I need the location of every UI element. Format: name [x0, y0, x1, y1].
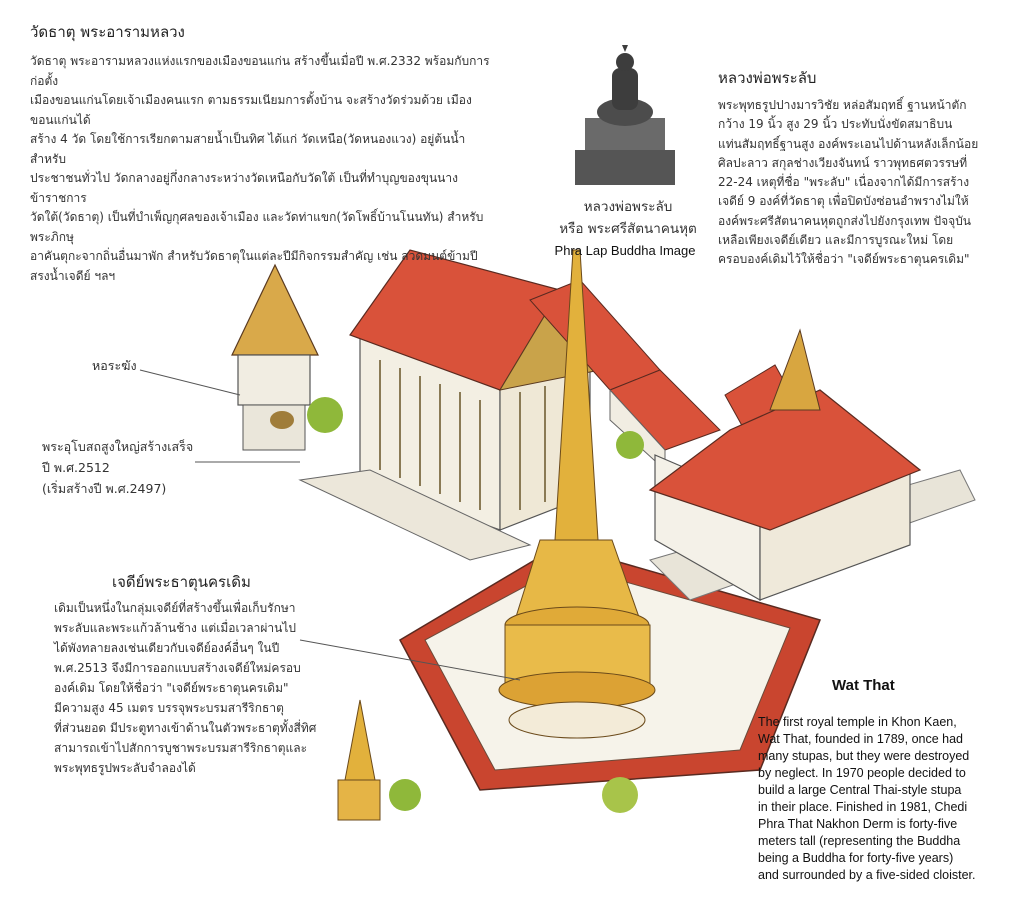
- label-ordination-hall: พระอุโบสถสูงใหญ่สร้างเสร็จ ปี พ.ศ.2512 (เริ่มสร้างปี พ.ศ.2497): [42, 439, 194, 496]
- bell-tower: [232, 265, 318, 450]
- en-heading: Wat That: [832, 677, 895, 694]
- chedi-text: เดิมเป็นหนึ่งในกลุ่มเจดีย์ที่สร้างขึ้นเพื่อเก็บรักษา พระลับและพระแก้วล้านช้าง แต่เมื่อเวลาผ่านไป ได้พังทลายลงเช่นเดียวกับเจดีย์องค์อื่นๆ ในปี พ.ศ.2513 จึงมีการออกแบบสร้างเจดีย์ใหม่ครอบ องค์เดิม โดยให้ชื่อว่า "เจดีย์พระธาตุนครเดิม" มีความสูง 45 เมตร บรรจุพระบรมสารีริกธาตุ ที่ส่วนยอด มีประตูทางเข้าด้านในตัวพระธาตุทั้งสี่ทิศ สามารถเข้าไปสักการบูชาพระบรมสารีริกธาตุและ พระพุทธรูปพระลับจำลองได้: [54, 601, 317, 775]
- buddha-caption-en: Phra Lap Buddha Image: [554, 243, 696, 258]
- leader-bell-tower: [140, 370, 240, 395]
- buddha-caption-line2: หรือ พระศรีสัตนาคนหุต: [559, 221, 697, 237]
- chedi-heading: เจดีย์พระธาตุนครเดิม: [112, 573, 251, 591]
- temple-intro-text: วัดธาตุ พระอารามหลวงแห่งแรกของเมืองขอนแก่น สร้างขึ้นเมื่อปี พ.ศ.2332 พร้อมกับการก่อตั้ง เมืองขอนแก่นโดยเจ้าเมืองคนแรก ตามธรรมเนียมการตั้งบ้าน จะสร้างวัดร่วมด้วย เมืองขอนแก่นได้ สร้าง 4 วัด โดยใช้การเรียกตามสายน้ำเป็นทิศ ได้แก่ วัดเหนือ(วัดหนองแวง) อยู่ต้นน้ำ สำหรับ ประชาชนทั่วไป วัดกลางอยู่กึ่งกลางระหว่างวัดเหนือกับวัดใต้ เป็นที่ทำบุญของขุนนาง ข้าราชการ วัดใต้(วัดธาตุ) เป็นที่บำเพ็ญกุศลของเจ้าเมือง และวัดท่าแขก(วัดโพธิ์บ้านโนนทัน) สำหรับพระภิกษุ อาคันตุกะจากถิ่นอื่นมาพัก สำหรับวัดธาตุในแต่ละปีมีกิจกรรมสำคัญ เช่น สวดมนต์ข้ามปี สรงน้ำเจดีย์ ฯลฯ: [30, 54, 490, 283]
- label-bell-tower: หอระฆัง: [92, 358, 137, 373]
- temple-heading: วัดธาตุ พระอารามหลวง: [30, 23, 185, 41]
- gate: [338, 700, 380, 820]
- phralap-text: พระพุทธรูปปางมารวิชัย หล่อสัมฤทธิ์ ฐานหน้าตัก กว้าง 19 นิ้ว สูง 29 นิ้ว ประทับนั่งขัดสมาธิบน แท่นสัมฤทธิ์ฐานสูง องค์พระเอนไปด้านหลังเล็กน้อย ศิลปะลาว สกุลช่างเวียงจันทน์ ราวพุทธศตวรรษที่ 22-24 เหตุที่ชื่อ "พระลับ" เนื่องจากได้มีการสร้าง เจดีย์ 9 องค์ที่วัดธาตุ เพื่อปิดบังซ่อนอำพรางไม่ให้ องค์พระศรีสัตนาคนหุตถูกส่งไปยังกรุงเทพ ปัจจุบัน เหลือเพียงเจดีย์เดียว และมีการบูรณะใหม่ โดย ครอบองค์เดิมไว้ให้ชื่อว่า "เจดีย์พระธาตุนครเดิม": [718, 98, 979, 267]
- vihara: [650, 330, 920, 600]
- en-text: The first royal temple in Khon Kaen, Wat That, founded in 1789, once had many stupas, but they were destroyed by neglect. In 1970 people decided to build a large Central Thai-style stupa in their place. Finished in 1981, Chedi Phra That Nakhon Derm is forty-five meters tall (representing the Buddha being a Buddha for forty-five years) and surrounded by a five-sided cloister.: [758, 715, 976, 882]
- buddha-statue-image: [575, 45, 675, 185]
- buddha-caption-line1: หลวงพ่อพระลับ: [583, 199, 673, 215]
- phralap-heading: หลวงพ่อพระลับ: [718, 69, 817, 87]
